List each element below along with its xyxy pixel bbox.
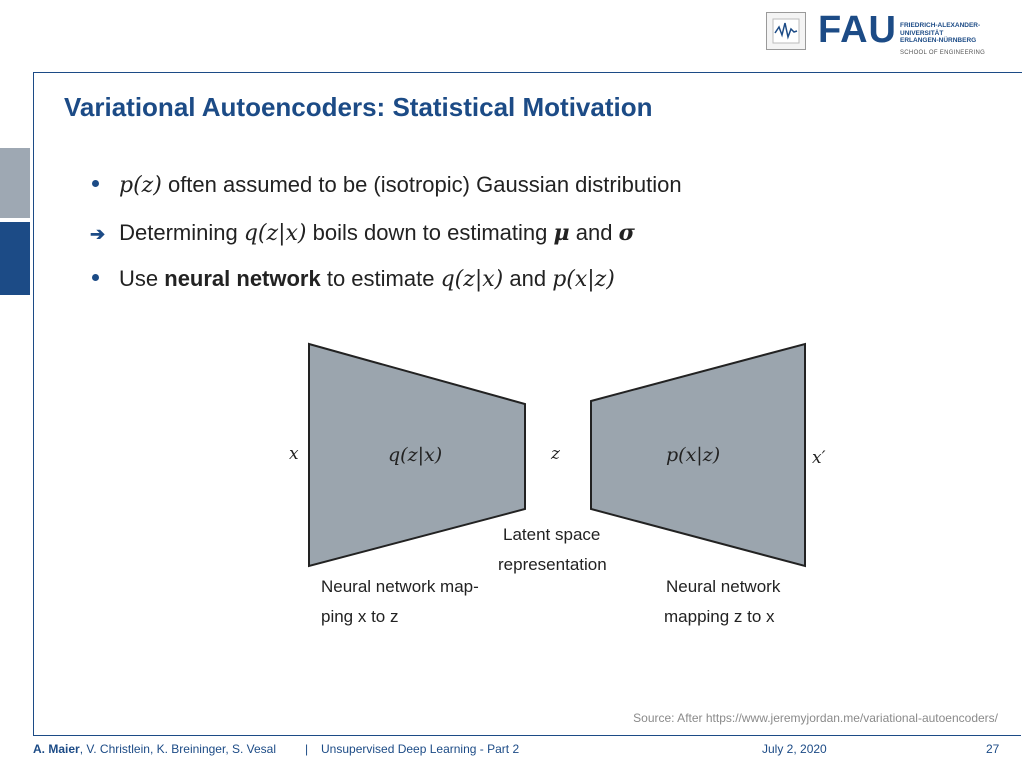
bullet-3-math-1: q(z|x) [440, 267, 504, 292]
latent-caption-1: Latent space [503, 525, 601, 544]
decoder-caption-1: Neural network [666, 577, 781, 596]
decoder-label: p(x|z) [666, 444, 721, 466]
university-line-2: UNIVERSITÄT [900, 29, 944, 37]
encoder-caption-1: Neural network map- [321, 577, 479, 596]
bullet-3-pre: Use [119, 266, 165, 291]
latent-caption-2: representation [498, 555, 607, 574]
page-title: Variational Autoencoders: Statistical Motivation [64, 92, 653, 122]
bullet-2-and: and [569, 220, 619, 245]
university-line-3: ERLANGEN-NÜRNBERG [900, 37, 977, 44]
bullet-3-bold: neural network [164, 266, 321, 291]
footer-authors-rest: , V. Christlein, K. Breininger, S. Vesal [79, 742, 277, 756]
bullet-3-mid: to estimate [320, 266, 441, 291]
bullet-1-text: often assumed to be (isotropic) Gaussian distribution [161, 172, 682, 197]
footer-course: Unsupervised Deep Learning - Part 2 [321, 742, 520, 756]
school-name: SCHOOL OF ENGINEERING [900, 50, 986, 56]
latent-label: z [551, 444, 560, 464]
bullet-3-and: and [503, 266, 553, 291]
output-label: x′ [812, 448, 826, 468]
university-line-1: FRIEDRICH-ALEXANDER- [900, 22, 981, 29]
bullet-2-math: q(z|x) [243, 221, 307, 246]
input-label: x [289, 444, 299, 464]
footer-authors [33, 742, 276, 756]
bullet-2-pre: Determining [119, 220, 244, 245]
bullet-3-math-2: p(x|z) [552, 267, 615, 292]
bullet-2-mu: μ [553, 220, 570, 246]
footer-divider [33, 735, 1021, 736]
encoder-label: q(z|x) [388, 444, 443, 466]
footer-author-bold: A. Maier [33, 742, 80, 756]
fau-letters: FAU [818, 9, 897, 51]
source-citation: Source: After https://www.jeremyjordan.me/variational-autoencoders/ [633, 711, 998, 725]
decoder-caption-2: mapping z to x [664, 607, 775, 626]
footer-separator: | [305, 742, 309, 756]
bullet-2-mid: boils down to estimating [306, 220, 554, 245]
arrow-right-icon: ➔ [90, 224, 106, 244]
footer-page-number: 27 [986, 742, 1000, 756]
footer-date: July 2, 2020 [762, 742, 827, 756]
bullet-1-math: p(z) [119, 173, 162, 198]
bullet-2-sigma: σ [618, 220, 635, 246]
encoder-caption-2: ping x to z [321, 607, 399, 626]
